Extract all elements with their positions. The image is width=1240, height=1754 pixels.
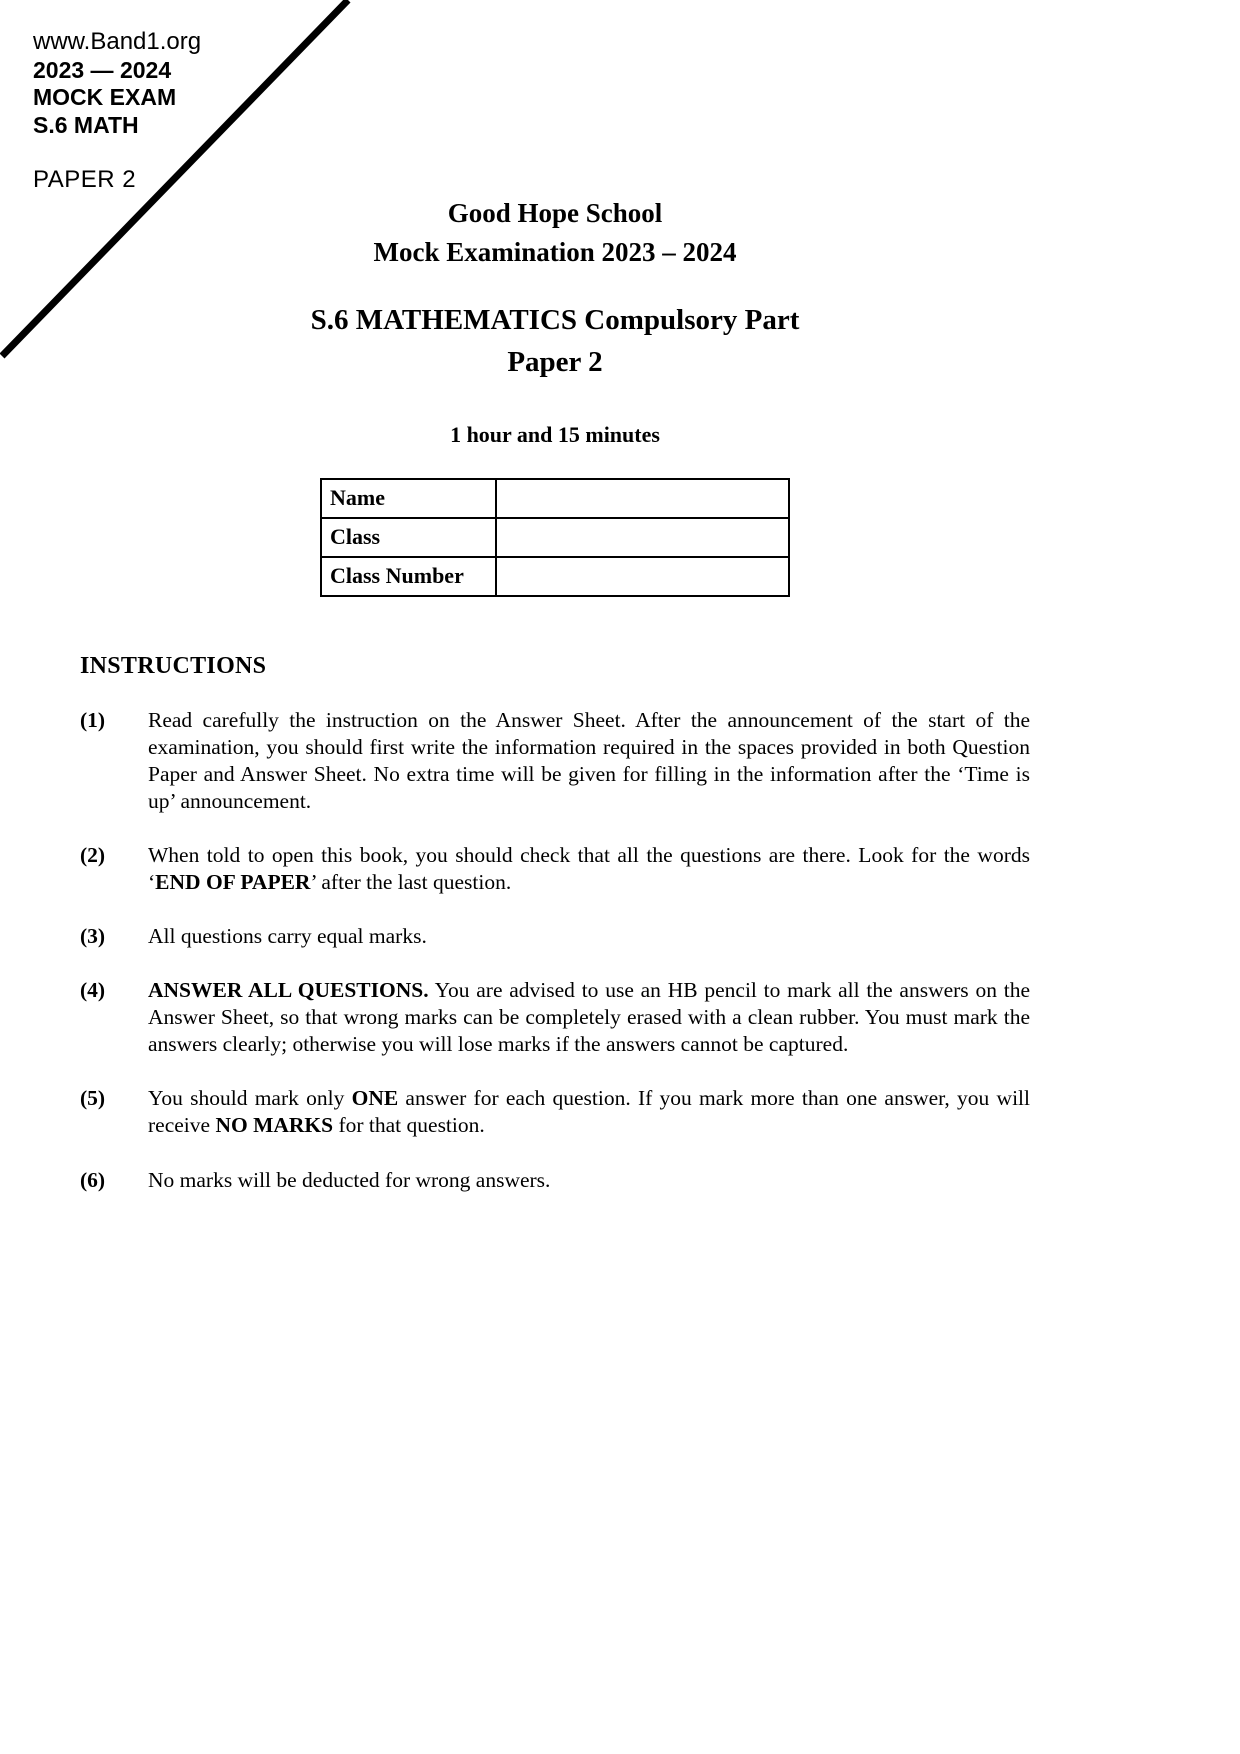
instruction-item-2	[80, 842, 1030, 896]
instruction-text: All questions carry equal marks.	[148, 924, 427, 949]
class-field	[496, 518, 789, 557]
name-label: Name	[321, 479, 496, 518]
watermark-url: www.Band1.org	[33, 28, 202, 55]
corner-year: 2023 — 2024	[33, 56, 172, 83]
class-label: Class	[321, 518, 496, 557]
student-info-table	[320, 478, 790, 597]
table-row	[321, 518, 789, 557]
instruction-number: (5)	[80, 1086, 106, 1111]
instruction-item-4	[80, 977, 1030, 1058]
instruction-number: (4)	[80, 978, 106, 1003]
table-row	[321, 557, 789, 596]
instruction-text: Read carefully the instruction on the Answer Sheet. After the announcement of the start of the examination, you should first write the information required in the spaces provided in both Question Paper and Answer Sheet. No extra time will be given for filling in the information after the ‘Time is up’ announcement.	[148, 707, 1030, 813]
instruction-text: ANSWER ALL QUESTIONS. You are advised to use an HB pencil to mark all the answers on the Answer Sheet, so that wrong marks can be completely erased with a clean rubber. You must mark the answers clearly; otherwise you will lose marks if the answers cannot be captured.	[148, 978, 1030, 1057]
instruction-item-3	[80, 923, 1030, 950]
instructions-title: INSTRUCTIONS	[80, 652, 267, 679]
instruction-number: (3)	[80, 924, 106, 949]
name-field	[496, 479, 789, 518]
corner-subject: S.6 MATH	[33, 111, 139, 138]
corner-exam: MOCK EXAM	[33, 84, 177, 111]
instruction-item-5	[80, 1085, 1030, 1139]
class-number-label: Class Number	[321, 557, 496, 596]
exam-title: Mock Examination 2023 – 2024	[373, 237, 737, 268]
paper-number: Paper 2	[507, 345, 603, 378]
school-name: Good Hope School	[447, 198, 663, 228]
instruction-text: No marks will be deducted for wrong answers.	[148, 1167, 551, 1192]
instruction-number: (6)	[80, 1167, 106, 1192]
table-row	[321, 479, 789, 518]
instruction-text: You should mark only ONE answer for each question. If you mark more than one answer, you will receive NO MARKS for that question.	[148, 1086, 1030, 1138]
instruction-item-1	[80, 707, 1030, 815]
instructions-list	[80, 707, 1030, 1194]
instruction-number: (2)	[80, 842, 106, 867]
class-number-field	[496, 557, 789, 596]
instruction-text: When told to open this book, you should check that all the questions are there. Look for the words ‘END OF PAPER’ after the last question.	[148, 842, 1030, 894]
exam-duration: 1 hour and 15 minutes	[450, 421, 660, 447]
subject-title: S.6 MATHEMATICS Compulsory Part	[310, 304, 800, 337]
main-content	[80, 0, 1030, 1194]
instruction-item-6	[80, 1167, 1030, 1194]
instruction-number: (1)	[80, 707, 106, 732]
corner-paper: PAPER 2	[33, 165, 137, 193]
